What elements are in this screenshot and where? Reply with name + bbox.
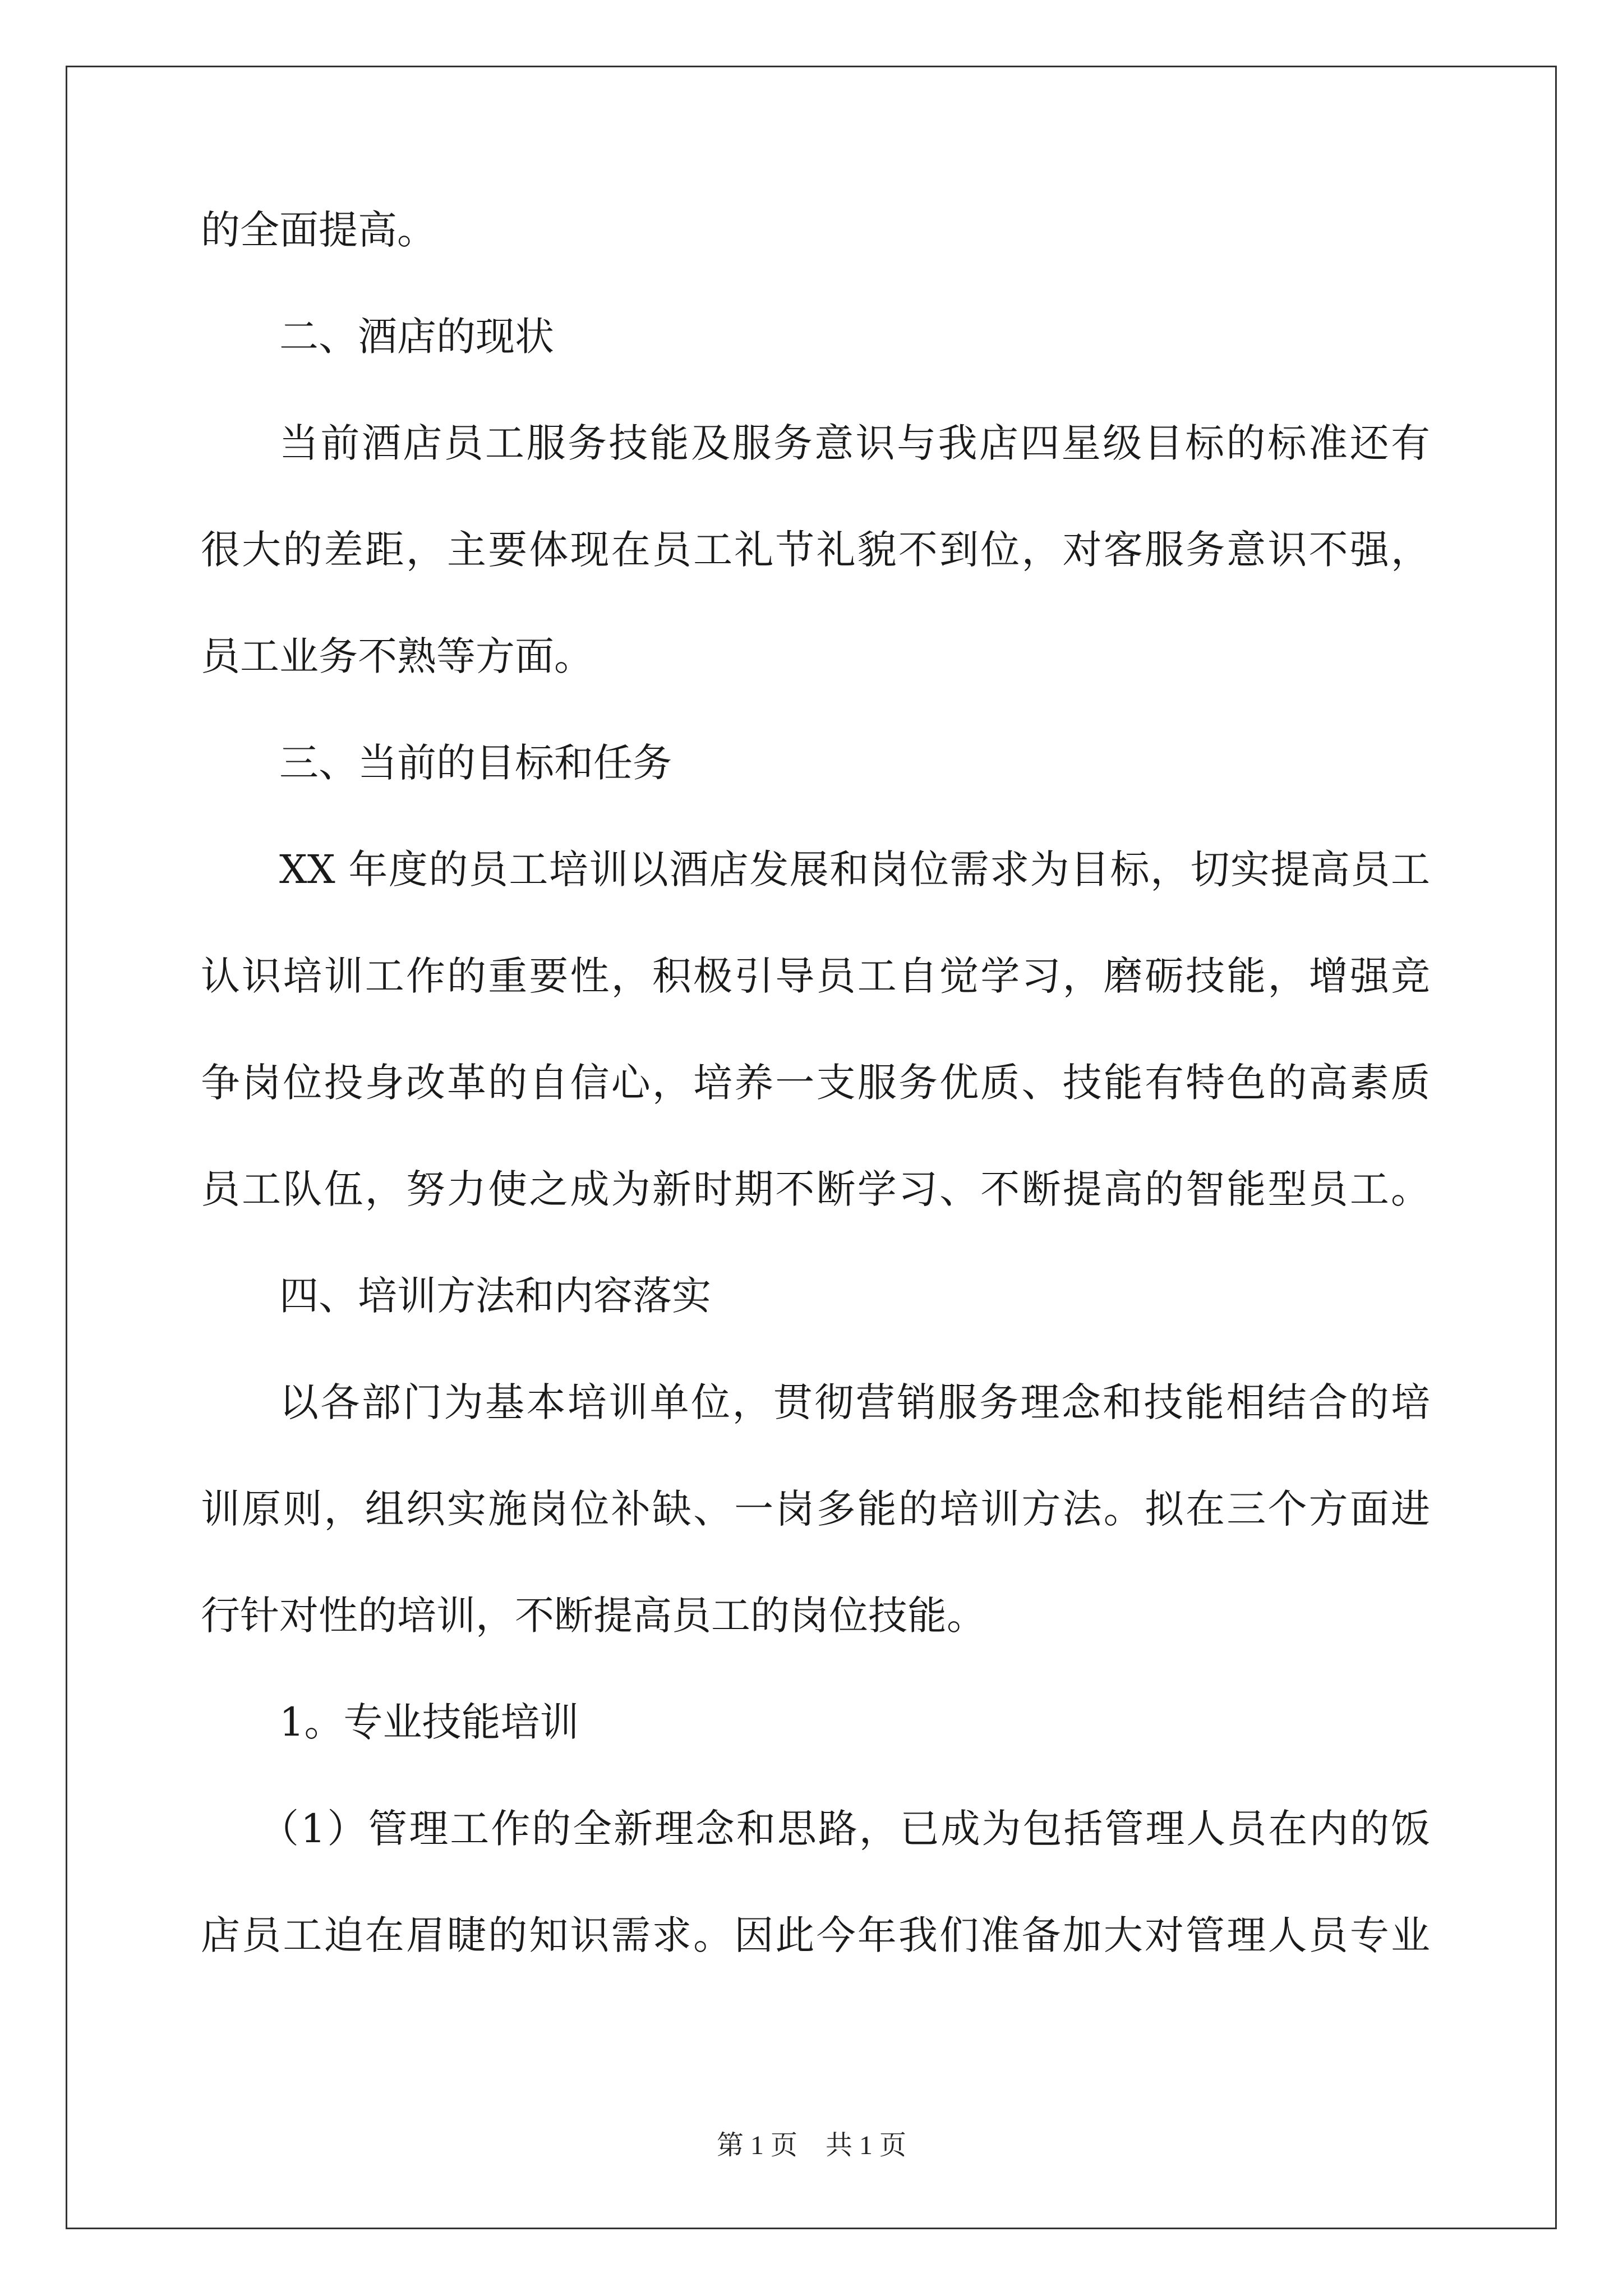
page-footer [0,2129,1623,2162]
text-line: 训原则，组织实施岗位补缺、一岗多能的培训方法。拟在三个方面进 [201,1486,1430,1532]
text-line: 认识培训工作的重要性，积极引导员工自觉学习，磨砺技能，增强竞 [201,953,1430,999]
text-line: 员工业务不熟等方面。 [201,633,593,679]
text-line: 的全面提高。 [201,207,436,253]
text-line: 很大的差距，主要体现在员工礼节礼貌不到位，对客服务意识不强， [201,527,1430,573]
text-line: 行针对性的培训，不断提高员工的岗位技能。 [201,1593,986,1639]
subsection-heading: 1。专业技能培训 [279,1699,579,1745]
text-line: 以各部门为基本培训单位，贯彻营销服务理念和技能相结合的培 [279,1379,1430,1425]
text-line: （1）管理工作的全新理念和思路，已成为包括管理人员在内的饭 [260,1806,1430,1852]
text-line: XX 年度的员工培训以酒店发展和岗位需求为目标，切实提高员工 [279,846,1430,892]
page-total: 共 1 页 [826,2131,907,2160]
text-line: 当前酒店员工服务技能及服务意识与我店四星级目标的标准还有 [279,420,1430,466]
page-number: 第 1 页 [716,2131,797,2160]
section-heading: 二、酒店的现状 [279,314,554,360]
text-line: 争岗位投身改革的自信心，培养一支服务优质、技能有特色的高素质 [201,1060,1430,1106]
section-heading: 三、当前的目标和任务 [279,740,672,786]
text-line: 店员工迫在眉睫的知识需求。因此今年我们准备加大对管理人员专业 [201,1912,1430,1958]
section-heading: 四、培训方法和内容落实 [279,1273,711,1319]
text-line: 员工队伍，努力使之成为新时期不断学习、不断提高的智能型员工。 [201,1166,1430,1212]
